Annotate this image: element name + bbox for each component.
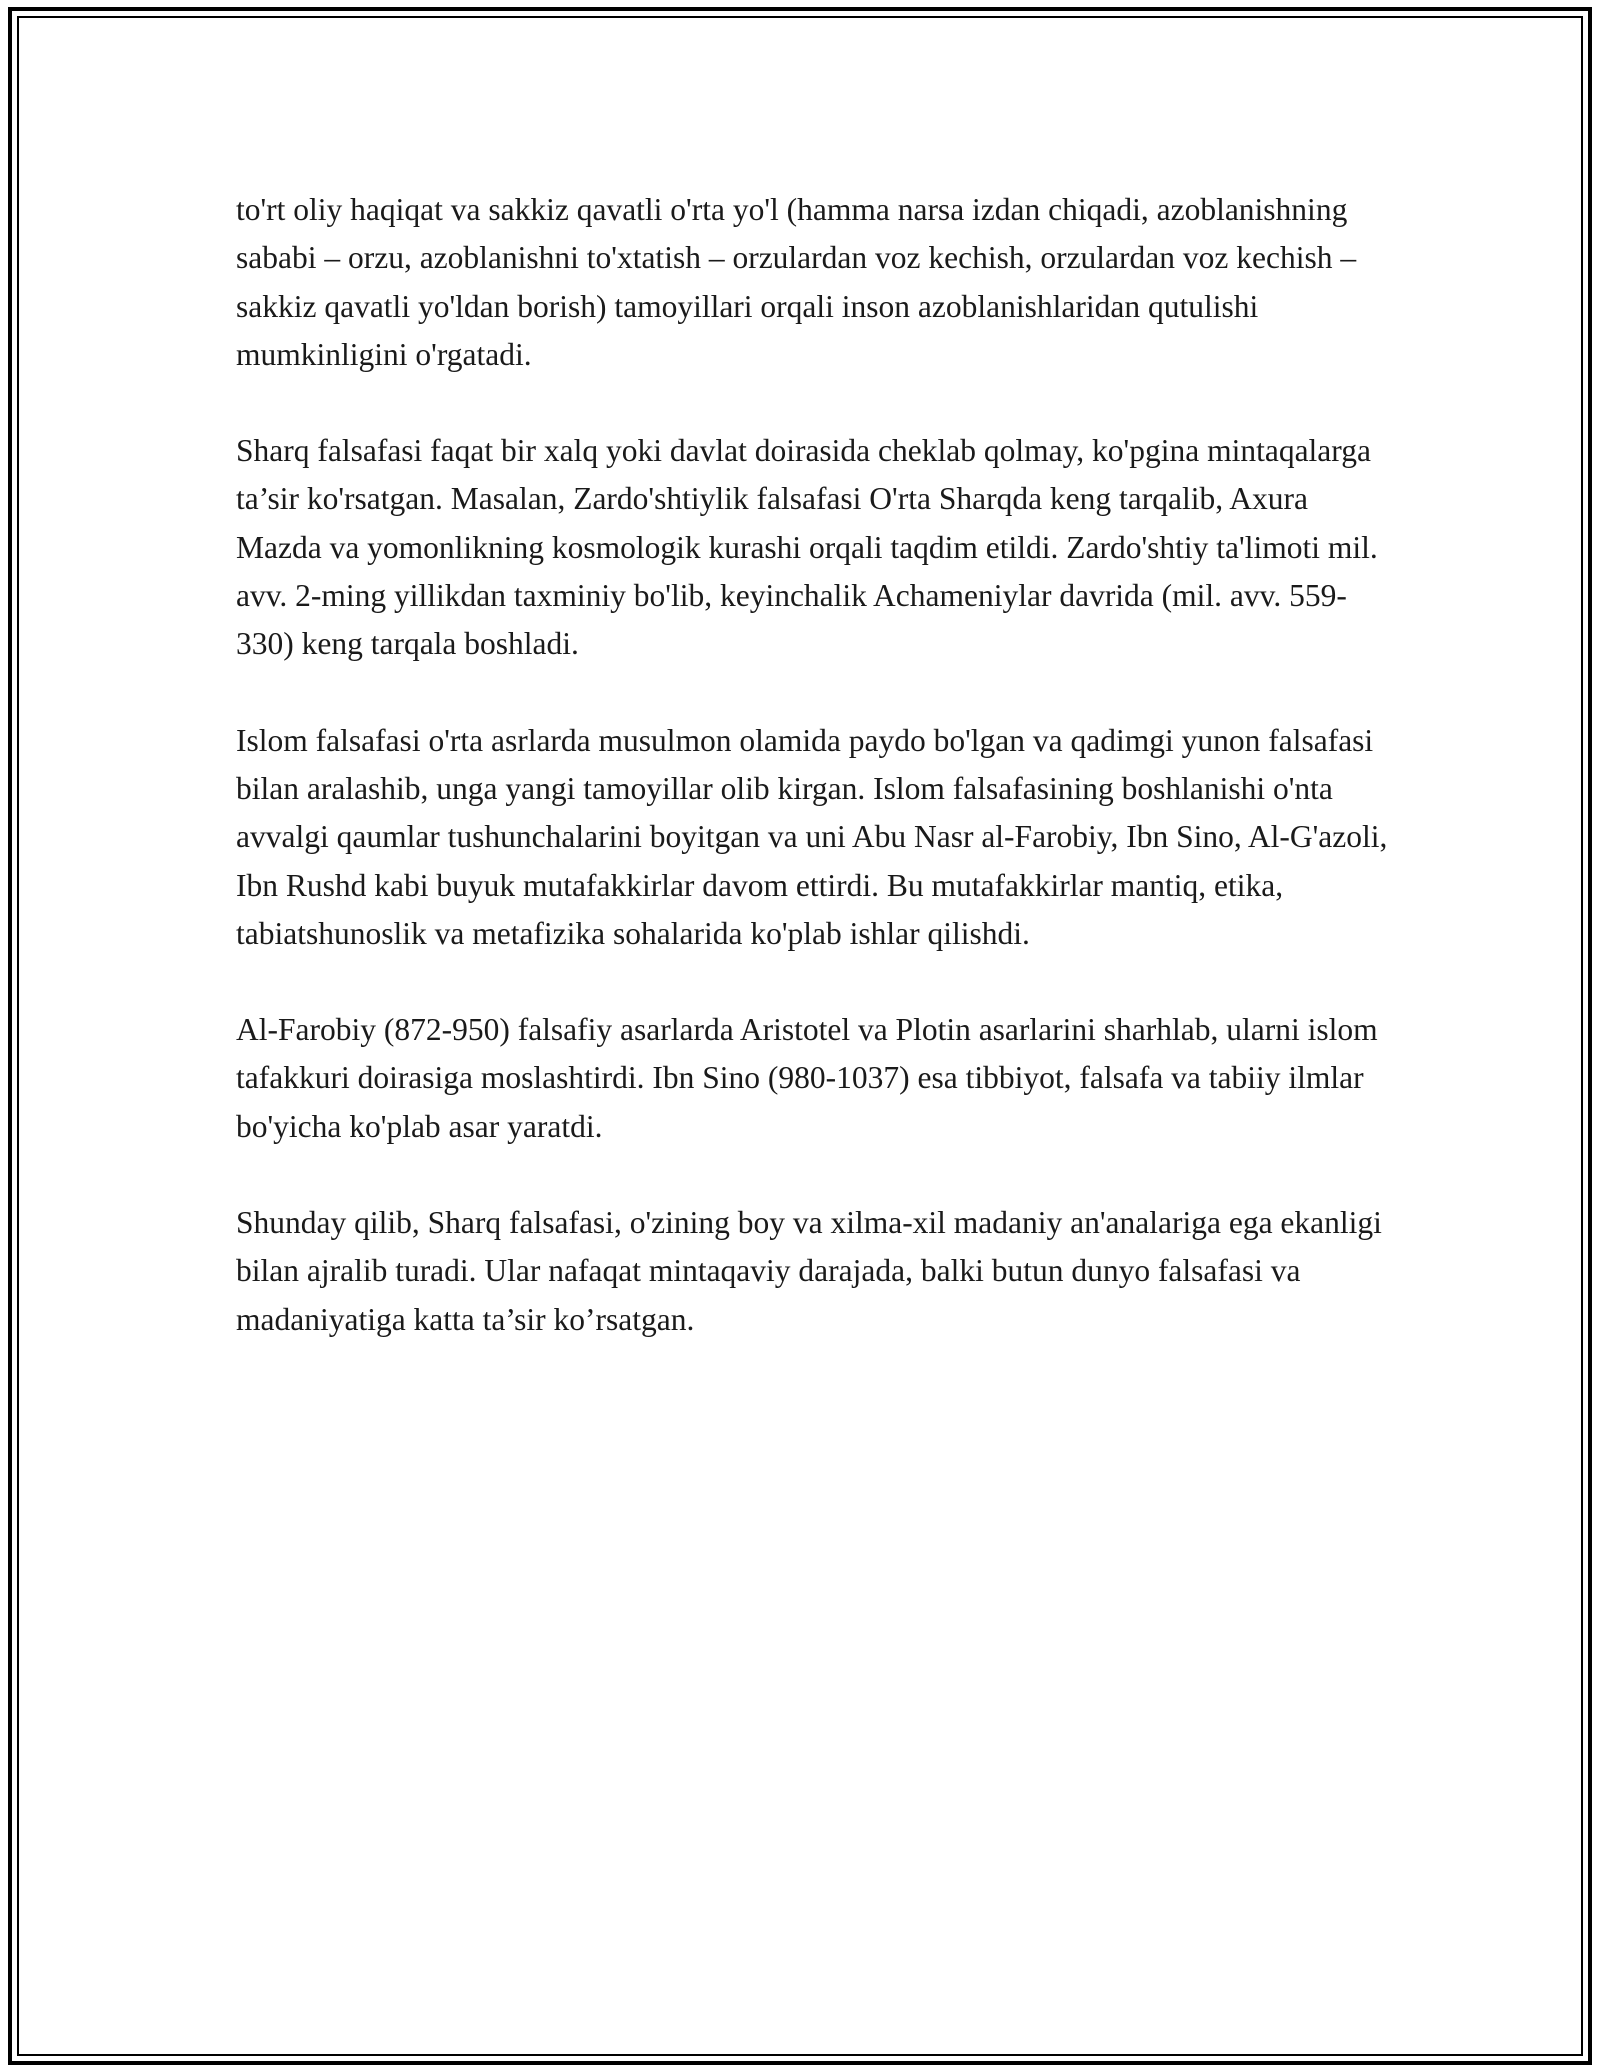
paragraph-buddhism-truths: to'rt oliy haqiqat va sakkiz qavatli o'rta yo'l (hamma narsa izdan chiqadi, azoblanishning sababi – orzu, azoblanishni to'xtatish – orzulardan voz kechish, orzulardan voz kechish – sakkiz qavatli yo'ldan borish) tamoyillari orqali inson azoblanishlaridan qutulishi mumkinligini o'rgatadi. [236,192,1357,372]
paragraph-islamic-philosophy: Islom falsafasi o'rta asrlarda musulmon olamida paydo bo'lgan va qadimgi yunon falsafasi bilan aralashib, unga yangi tamoyillar olib kirgan. Islom falsafasining boshlanishi o'nta avvalgi qaumlar tushunchalarini boyitgan va uni Abu Nasr al-Farobiy, Ibn Sino, Al-G'azoli, Ibn Rushd kabi buyuk mutafakkirlar davom ettirdi. Bu mutafakkirlar mantiq, etika, tabiatshunoslik va metafizika sohalarida ko'plab ishlar qilishdi. [236,722,1388,951]
paragraph-conclusion: Shunday qilib, Sharq falsafasi, o'zining boy va xilma-xil madaniy an'analariga ega ekanligi bilan ajralib turadi. Ular nafaqat mintaqaviy darajada, balki butun dunyo falsafasi va madaniyatiga katta ta’sir ko’rsatgan. [236,1205,1382,1337]
document-body [236,186,1396,1392]
paragraph-farabi-ibn-sino: Al-Farobiy (872-950) falsafiy asarlarda Aristotel va Plotin asarlarini sharhlab, ularni islom tafakkuri doirasiga moslashtirdi. Ibn Sino (980-1037) esa tibbiyot, falsafa va tabiiy ilmlar bo'yicha ko'plab asar yaratdi. [236,1012,1378,1144]
paragraph-zoroastrianism: Sharq falsafasi faqat bir xalq yoki davlat doirasida cheklab qolmay, ko'pgina mintaqalarga ta’sir ko'rsatgan. Masalan, Zardo'shtiylik falsafasi O'rta Sharqda keng tarqalib, Axura Mazda va yomonlikning kosmologik kurashi orqali taqdim etildi. Zardo'shtiy ta'limoti mil. avv. 2-ming yillikdan taxminiy bo'lib, keyinchalik Achameniylar davrida (mil. avv. 559-330) keng tarqala boshladi. [236,433,1378,662]
